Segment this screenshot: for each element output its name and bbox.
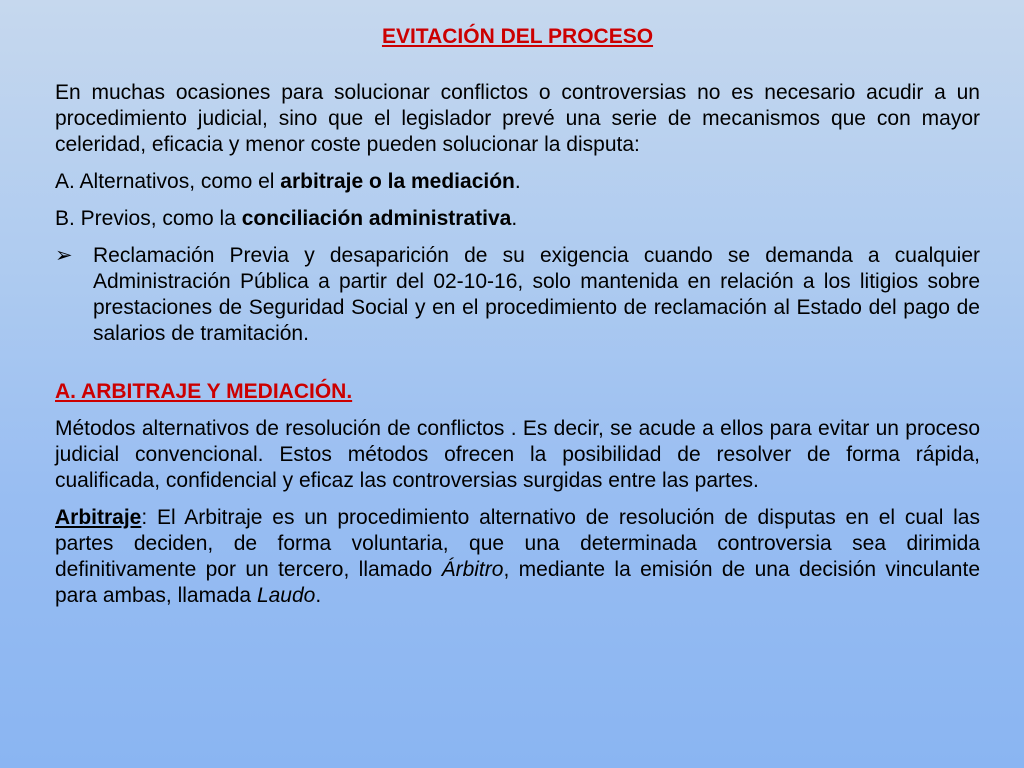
- laudo-term: Laudo: [256, 584, 316, 607]
- item-a-bold: arbitraje o la mediación: [280, 170, 515, 193]
- item-b-prefix: B. Previos, como la: [55, 207, 242, 230]
- methods-paragraph: Métodos alternativos de resolución de conflictos . Es decir, se acude a ellos para evitar un proceso judicial convencional. Estos métodos ofrecen la posibilidad de resolver de forma rápida, cualificada, confidencial y eficaz las controversias surgidas entre las partes.: [55, 417, 980, 492]
- intro-paragraph: En muchas ocasiones para solucionar conflictos o controversias no es necesario acudir a un procedimiento judicial, sino que el legislador prevé una serie de mecanismos que con mayor celeridad, eficacia y menor coste pueden solucionar la disputa:: [55, 81, 980, 156]
- section-heading: A. ARBITRAJE Y MEDIACIÓN.: [55, 380, 353, 403]
- reclamacion-bullet: [55, 243, 980, 347]
- item-b: [55, 206, 980, 232]
- arbitraje-text-3: .: [315, 584, 322, 607]
- arbitraje-text-1: : El Arbitraje es un procedimiento alternativo de resolución de disputas en el cual las partes deciden, de forma voluntaria, que una determinada controversia sea dirimida definitivamente por un tercero, llamado: [55, 506, 980, 581]
- item-a: [55, 169, 980, 195]
- arbitraje-text-2: , mediante la emisión de una decisión vinculante para ambas, llamada: [55, 558, 980, 607]
- slide-content: [55, 24, 980, 609]
- item-b-suffix: .: [511, 207, 518, 230]
- arbitraje-paragraph: [55, 505, 980, 609]
- arrow-bullet-icon: ➢: [55, 244, 73, 267]
- item-b-bold: conciliación administrativa: [241, 207, 512, 230]
- arbitraje-term: Arbitraje: [55, 506, 142, 529]
- arbitro-term: Árbitro: [441, 558, 504, 581]
- bullet-text: Reclamación Previa y desaparición de su exigencia cuando se demanda a cualquier Administración Pública a partir del 02-10-16, solo mantenida en relación a los litigios sobre prestaciones de Seguridad Social y en el procedimiento de reclamación al Estado del pago de salarios de tramitación.: [93, 244, 980, 345]
- slide-title: EVITACIÓN DEL PROCESO: [381, 25, 654, 48]
- item-a-suffix: .: [514, 170, 521, 193]
- item-a-prefix: A. Alternativos, como el: [55, 170, 281, 193]
